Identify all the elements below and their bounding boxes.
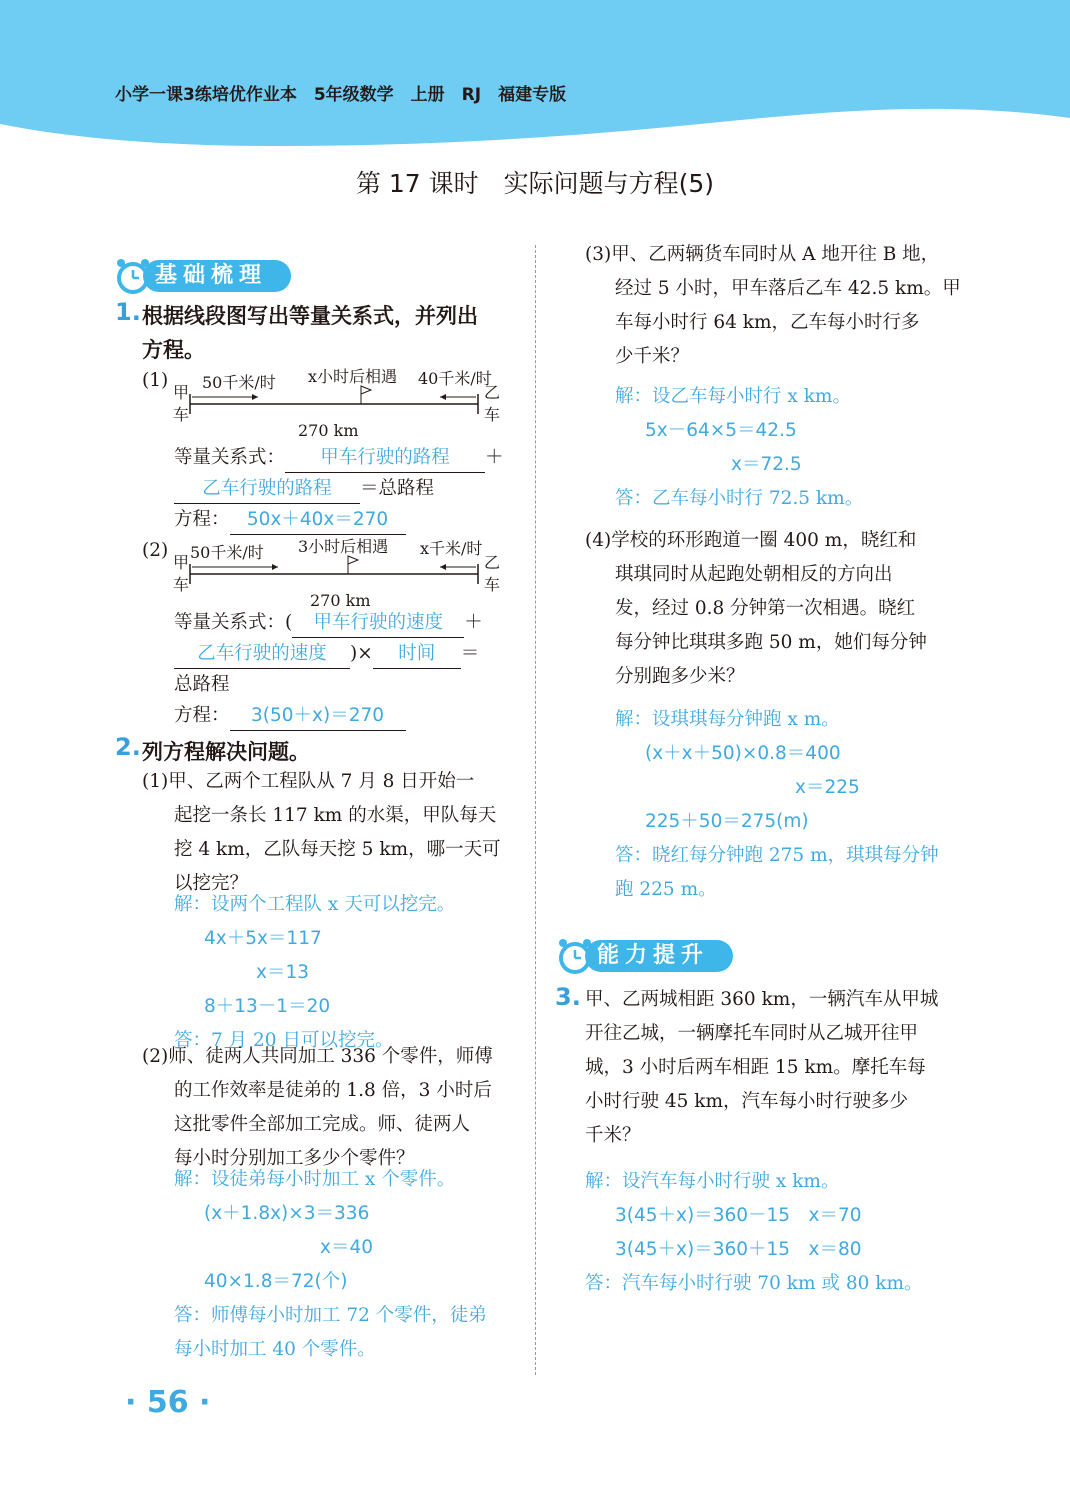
svg-text:乙: 乙: [484, 383, 501, 402]
section-badge-advanced: [555, 936, 740, 972]
q1-p1-label: (1): [142, 370, 169, 391]
page-number: · 56 ·: [125, 1385, 211, 1420]
q2-p2-solution: 解：设徒弟每小时加工 x 个零件。 (x＋1.8x)×3＝336 x＝40 40×1.8＝72(个) 答：师傅每小时加工 72 个零件，徒弟 每小时加工 40 个零件。: [174, 1169, 487, 1360]
svg-text:3小时后相遇: 3小时后相遇: [298, 537, 389, 556]
q2-p4-text: (4)学校的环形跑道一圈 400 m，晓红和 琪琪同时从起跑处朝相反的方向出 发，经过 0.8 分钟第一次相遇。晓红 每分钟比琪琪多跑 50 m，她们每分钟 分别跑多少米？: [585, 530, 927, 687]
column-divider: [535, 245, 536, 1375]
meet-label: x小时后相遇: [308, 367, 398, 386]
q1-p2-relation-line3: 总路程: [174, 674, 230, 695]
svg-text:甲: 甲: [173, 553, 190, 572]
q1-p2-blank2: 乙车行驶的速度: [174, 640, 350, 669]
q1-p1-relation-line1: 等量关系式： 甲车行驶的路程 ＋: [174, 441, 504, 475]
book-header: 小学一课3练培优作业本 5年级数学 上册 RJ 福建专版: [115, 85, 567, 105]
svg-text:车: 车: [484, 575, 501, 594]
svg-text:x千米/时: x千米/时: [420, 539, 483, 558]
q2-p1-solution: 解：设两个工程队 x 天可以挖完。 4x＋5x＝117 x＝13 8＋13－1＝20 答：7 月 20 日可以挖完。: [174, 894, 456, 1051]
q2-p4-solution: 解：设琪琪每分钟跑 x m。 (x＋x＋50)×0.8＝400 x＝225 225＋50＝275(m) 答：晓红每分钟跑 275 m，琪琪每分钟 跑 225 m。: [615, 709, 939, 900]
total-distance-label: 270 km: [298, 421, 359, 440]
section-badge-basic: [113, 256, 298, 292]
q1-number: 1.: [115, 298, 141, 326]
q1-p1-equation-line: 方程： 50x＋40x＝270: [174, 503, 406, 537]
left-speed-label: 50千米/时: [202, 373, 276, 392]
q3-text: 甲、乙两城相距 360 km，一辆汽车从甲城 开往乙城，一辆摩托车同时从乙城开往甲 城，3 小时后两车相距 15 km。摩托车每 小时行驶 45 km，汽车每小时行驶多少 千米？: [585, 989, 939, 1146]
svg-text:乙: 乙: [484, 553, 501, 572]
q1-p1-relation-line2: 乙车行驶的路程 ＝总路程: [174, 472, 434, 506]
q1-p2-blank3: 时间: [373, 640, 461, 669]
svg-text:车: 车: [173, 575, 190, 594]
q1-p1-segment-diagram: [168, 364, 508, 440]
q3-number: 3.: [555, 983, 581, 1011]
q1-prompt-line1: 根据线段图写出等量关系式，并列出: [142, 304, 478, 328]
q2-p3-solution: 解：设乙车每小时行 x km。 5x－64×5＝42.5 x＝72.5 答：乙车每小时行 72.5 km。: [615, 386, 864, 509]
q1-p2-label: (2): [142, 540, 169, 561]
q2-p1-text: (1)甲、乙两个工程队从 7 月 8 日开始一 起挖一条长 117 km 的水渠，甲队每天 挖 4 km，乙队每天挖 5 km，哪一天可 以挖完？: [142, 771, 501, 894]
q1-p2-relation-line2: 乙车行驶的速度 )× 时间 ＝: [174, 637, 479, 671]
q2-prompt: 列方程解决问题。: [142, 740, 310, 764]
q2-number: 2.: [115, 733, 141, 761]
q1-p1-equation: 50x＋40x＝270: [230, 506, 406, 535]
left-vehicle-bottom: 车: [173, 405, 190, 424]
left-vehicle-top: 甲: [173, 383, 190, 402]
q1-p2-segment-diagram: [168, 534, 508, 610]
q3-solution: 解：设汽车每小时行驶 x km。 3(45＋x)＝360－15 x＝70 3(45＋x)＝360＋15 x＝80 答：汽车每小时行驶 70 km 或 80 km。: [585, 1171, 923, 1294]
q1-p2-blank1: 甲车行驶的速度: [292, 609, 464, 638]
svg-text:50千米/时: 50千米/时: [190, 543, 264, 562]
q1-p2-equation: 3(50＋x)＝270: [230, 702, 406, 731]
svg-text:270 km: 270 km: [310, 591, 371, 610]
q2-p3-text: (3)甲、乙两辆货车同时从 A 地开往 B 地， 经过 5 小时，甲车落后乙车 42.5 km。甲 车每小时行 64 km，乙车每小时行多 少千米？: [585, 244, 961, 367]
q1-p2-equation-line: 方程： 3(50＋x)＝270: [174, 699, 406, 733]
section-title-basic: 基础梳理: [143, 260, 291, 292]
right-speed-label: 40千米/时: [418, 369, 492, 388]
svg-text:车: 车: [484, 405, 501, 424]
q1-p1-blank1: 甲车行驶的路程: [285, 444, 485, 473]
q2-p2-text: (2)师、徒两人共同加工 336 个零件，师傅 的工作效率是徒弟的 1.8 倍，3 小时后 这批零件全部加工完成。师、徒两人 每小时分别加工多少个零件？: [142, 1046, 493, 1169]
q1-p2-relation-line1: 等量关系式：( 甲车行驶的速度 ＋: [174, 606, 483, 640]
q1-p1-blank2: 乙车行驶的路程: [174, 475, 360, 504]
section-title-advanced: 能力提升: [585, 940, 733, 972]
q1-prompt-line2: 方程。: [142, 338, 205, 362]
page-title: 第 17 课时 实际问题与方程(5): [355, 169, 715, 198]
